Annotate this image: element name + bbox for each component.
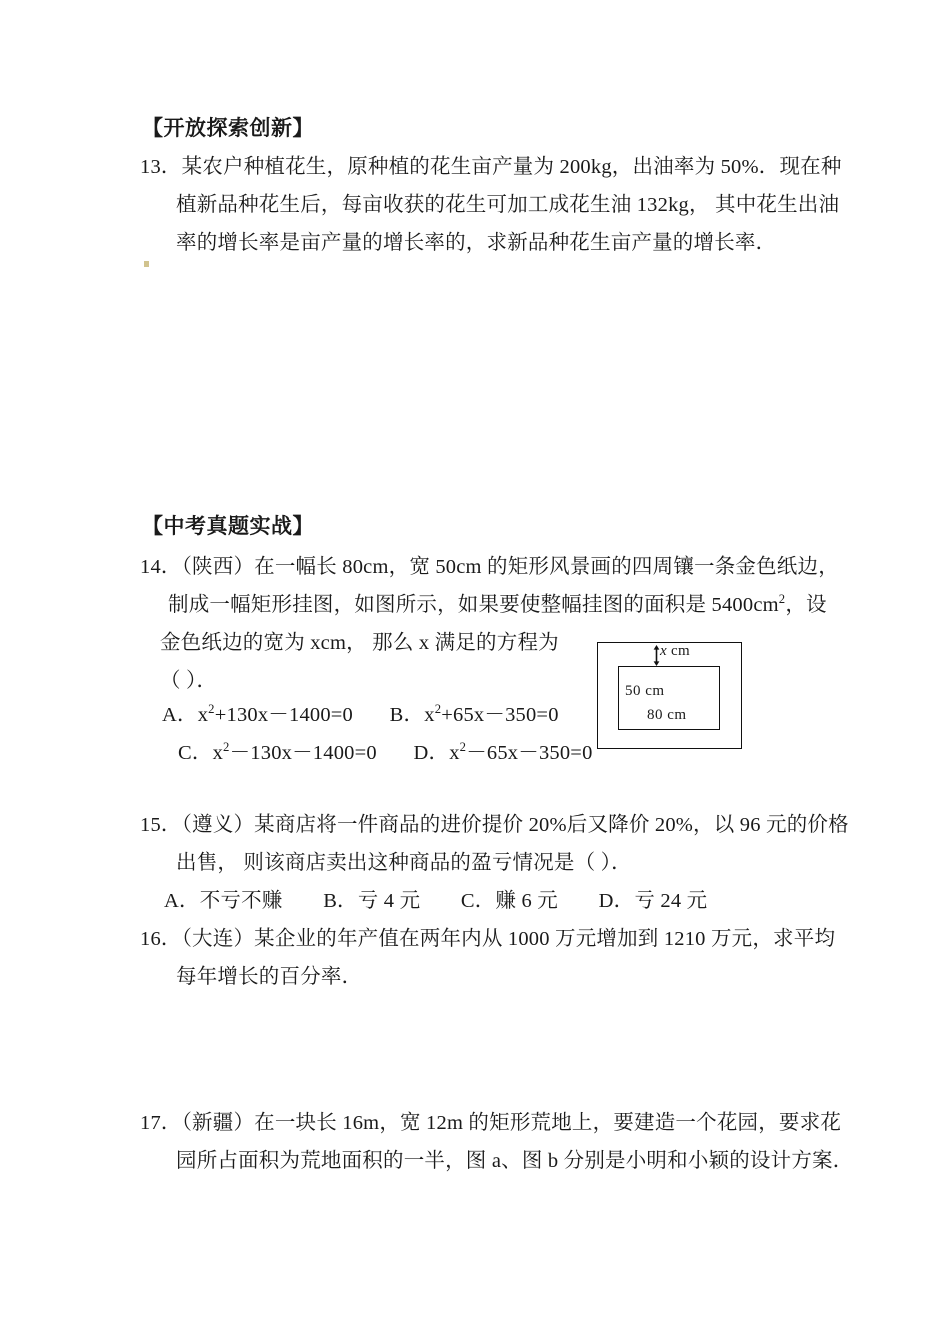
question-14-line-2-text: 制成一幅矩形挂图，如图所示，如果要使整幅挂图的面积是 5400cm <box>168 594 779 616</box>
option-D-rest: －65x－350=0 <box>466 742 593 764</box>
q15-option-D-label: D． <box>598 890 635 912</box>
question-17 <box>140 1104 854 1180</box>
question-13-line-3: 率的增长率是亩产量的增长率的，求新品种花生亩产量的增长率． <box>176 232 777 254</box>
q15-option-B-text: 亏 4 元 <box>357 890 421 912</box>
q15-option-B-label: B． <box>323 890 358 912</box>
q15-option-A-text: 不亏不赚 <box>199 890 283 912</box>
option-C-base: x <box>212 742 224 764</box>
question-14-options-row-2 <box>178 734 593 772</box>
option-B-label: B． <box>389 704 425 726</box>
question-15 <box>140 806 849 882</box>
question-14-options-row-1 <box>162 696 559 734</box>
question-14-line-1: 14．（陕西）在一幅长 80cm，宽 50cm 的矩形风景画的四周镶一条金色纸边， <box>140 556 839 578</box>
option-C-label: C． <box>178 742 213 764</box>
question-13 <box>140 148 840 262</box>
question-14-line-2-tail: ，设 <box>785 594 827 616</box>
section-heading-open-exploration: 【开放探索创新】 <box>142 116 314 140</box>
question-16 <box>140 920 840 996</box>
question-14-line-4: （ ）． <box>160 670 218 692</box>
option-D-base: x <box>449 742 460 764</box>
option-A-base: x <box>197 704 209 726</box>
q15-option-C-label: C． <box>460 890 496 912</box>
figure-height-label: 50 cm <box>625 683 665 699</box>
option-D-exponent: 2 <box>459 740 467 755</box>
q15-option-A-label: A． <box>164 890 200 912</box>
question-15-options-row <box>164 882 707 920</box>
question-13-line-2: 植新品种花生后，每亩收获的花生可加工成花生油 132kg， 其中花生出油 <box>176 194 840 216</box>
question-14-figure <box>597 642 742 749</box>
option-B-exponent: 2 <box>434 702 442 717</box>
section-heading-exam-practice: 【中考真题实战】 <box>142 514 314 538</box>
option-B-rest: +65x－350=0 <box>441 704 559 726</box>
option-C-rest: －130x－1400=0 <box>229 742 377 764</box>
option-A-exponent: 2 <box>208 702 215 717</box>
question-15-line-2: 出售， 则该商店卖出这种商品的盈亏情况是（ ）． <box>176 852 632 874</box>
option-A-label: A． <box>162 704 198 726</box>
question-16-line-1: 16．（大连）某企业的年产值在两年内从 1000 万元增加到 1210 万元，求平均 <box>140 928 836 950</box>
question-13-line-1: 13．某农户种植花生，原种植的花生亩产量为 200kg，出油率为 50%．现在种 <box>140 156 842 178</box>
q15-option-D-text: 亏 24 元 <box>634 890 708 912</box>
figure-border-width-label: x cm <box>660 643 690 659</box>
question-16-line-2: 每年增长的百分率． <box>176 966 363 988</box>
question-14-line-3: 金色纸边的宽为 xcm， 那么 x 满足的方程为 <box>160 632 559 654</box>
question-17-line-1: 17．（新疆）在一块长 16m，宽 12m 的矩形荒地上，要建造一个花园，要求花 <box>140 1112 842 1134</box>
option-A-rest: +130x－1400=0 <box>214 704 354 726</box>
question-17-line-2: 园所占面积为荒地面积的一半，图 a、图 b 分别是小明和小颖的设计方案． <box>176 1150 854 1172</box>
scan-artifact-speck <box>144 261 149 267</box>
question-14-line-2 <box>140 586 840 624</box>
option-C-exponent: 2 <box>223 740 230 755</box>
q15-option-C-text: 赚 6 元 <box>495 890 558 912</box>
option-D-label: D． <box>413 742 450 764</box>
option-B-base: x <box>424 704 435 726</box>
question-14-area-exponent: 2 <box>778 592 786 607</box>
question-15-line-1: 15．（遵义）某商店将一件商品的进价提价 20%后又降价 20%，以 96 元的价格 <box>140 814 849 836</box>
figure-width-label: 80 cm <box>647 707 687 723</box>
